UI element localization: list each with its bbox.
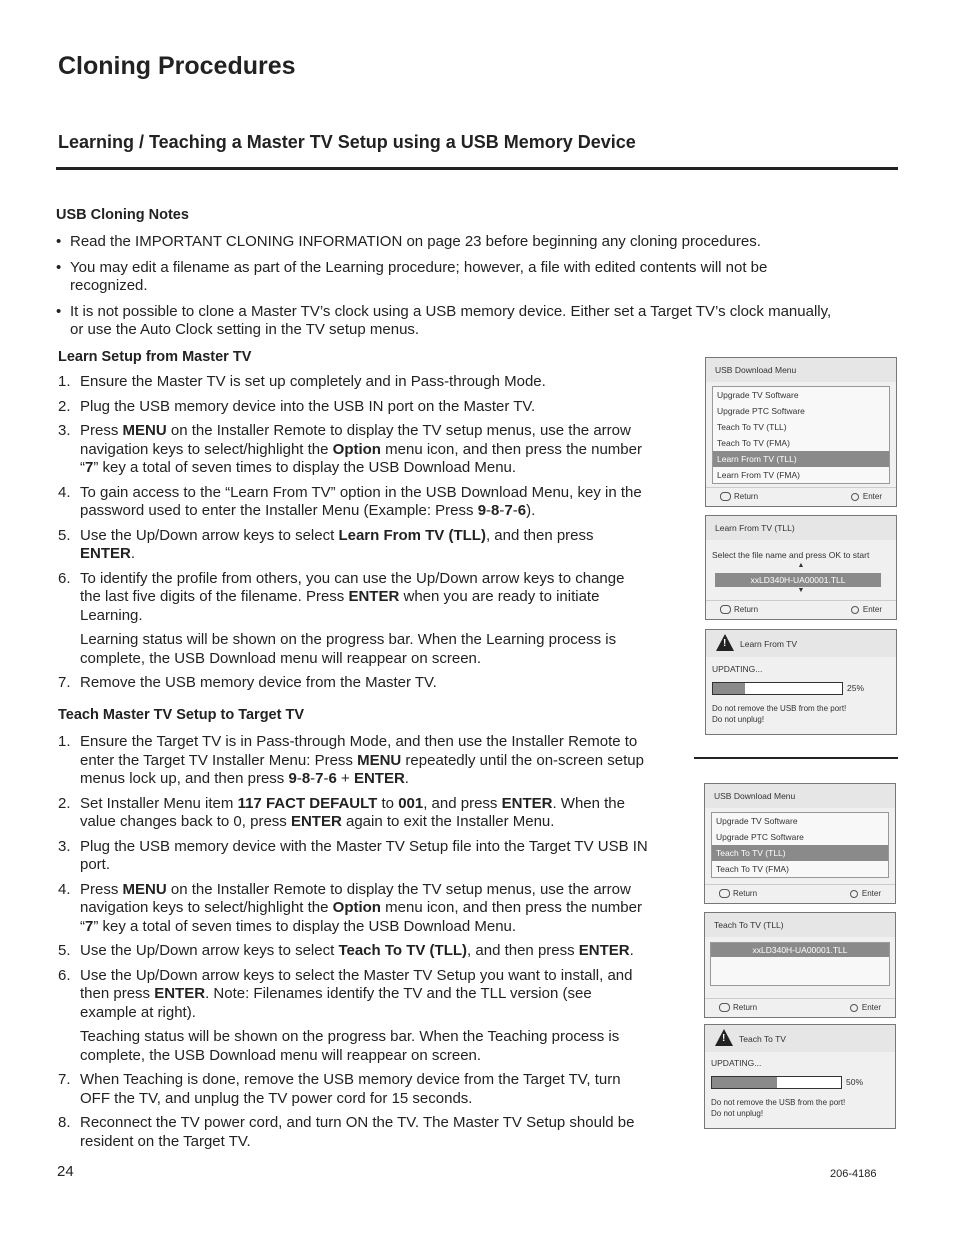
warning-text-2: Do not unplug!: [711, 1109, 764, 1118]
teach-step-1: [58, 733, 648, 789]
warning-icon: [716, 634, 734, 651]
menu-list: [712, 386, 890, 484]
teach-step-5: [58, 942, 648, 961]
learn-step-6: [58, 570, 648, 669]
ok-icon: [850, 1004, 858, 1012]
step-text: Reconnect the TV power cord, and turn ON the TV. The Master TV Setup should be resident on the Target TV.: [80, 1114, 635, 1150]
up-arrow-icon: ▲: [797, 562, 805, 569]
screen-title: USB Download Menu: [705, 784, 895, 808]
teach-step-8: [58, 1114, 648, 1151]
step-text: Ensure the Target TV is in Pass-through Mode, and then use the Installer Remote to enter the Target TV Installer Menu: Press MENU repeatedly until the on-screen setup menus lock up, and then press 9-8-7-6 + ENTER.: [80, 733, 644, 787]
progress-fill: [712, 1077, 777, 1088]
step-number: 3.: [58, 422, 71, 439]
list-item: • Read the IMPORTANT CLONING INFORMATION on page 23 before beginning any cloning procedures.: [56, 233, 836, 251]
menu-item[interactable]: Teach To TV (TLL): [717, 422, 787, 432]
teach-progress-screen: [704, 1024, 896, 1129]
enter-hint: Enter: [850, 1003, 881, 1012]
screen-title: USB Download Menu: [706, 358, 896, 382]
return-hint: Return: [720, 605, 758, 614]
teach-heading: Teach Master TV Setup to Target TV: [58, 707, 305, 723]
progress-percent: 25%: [847, 683, 865, 693]
notes-list: [56, 233, 836, 347]
teach-step-6: [58, 967, 648, 1066]
return-icon: [719, 1003, 730, 1012]
step-number: 4.: [58, 880, 71, 898]
file-list: [710, 942, 890, 986]
menu-item[interactable]: Upgrade PTC Software: [717, 406, 805, 416]
screen-title: Learn From TV (TLL): [706, 516, 896, 540]
ok-icon: [851, 493, 859, 501]
step-number: 7.: [58, 674, 71, 691]
filename-field: xxLD340H-UA00001.TLL: [711, 943, 889, 957]
learn-heading: Learn Setup from Master TV: [58, 349, 252, 365]
step-number: 3.: [58, 837, 71, 855]
screens-divider: [694, 757, 898, 759]
step-text: Ensure the Master TV is set up completely and in Pass-through Mode.: [80, 373, 546, 390]
step-note: Learning status will be shown on the progress bar. When the Learning process is complete, the USB Download menu will reappear on screen.: [80, 631, 617, 667]
filename-field: xxLD340H-UA00001.TLL: [715, 573, 881, 587]
screen-navbar: [706, 487, 896, 506]
teach-step-3: [58, 838, 648, 875]
screen-title: Learn From TV: [740, 639, 798, 649]
step-note: Teaching status will be shown on the progress bar. When the Teaching process is complete, the USB Download menu will reappear on screen.: [80, 1028, 620, 1064]
menu-item[interactable]: Upgrade TV Software: [717, 390, 799, 400]
learn-progress-screen: [705, 629, 897, 735]
list-item: • You may edit a filename as part of the Learning procedure; however, a file with edited contents will not be recognized.: [56, 259, 836, 295]
status-text: UPDATING...: [712, 664, 763, 674]
step-text: Use the Up/Down arrow keys to select the Master TV Setup you want to install, and then press ENTER. Note: Filenames identify the TV and the TLL version (see example at right).: [80, 966, 633, 1021]
learn-from-tv-screen: [705, 515, 897, 620]
step-text: Plug the USB memory device into the USB IN port on the Master TV.: [80, 397, 536, 415]
screen-title: Teach To TV: [739, 1034, 786, 1044]
screen-navbar: [706, 600, 896, 619]
teach-step-7: [58, 1071, 648, 1108]
step-text: Set Installer Menu item 117 FACT DEFAULT to 001, and press ENTER. When the value changes back to 0, press ENTER again to exit the Installer Menu.: [80, 794, 625, 830]
menu-list: [711, 812, 889, 878]
menu-item[interactable]: Teach To TV (TLL): [712, 845, 888, 861]
progress-bar: [711, 1076, 842, 1089]
warning-icon: [715, 1029, 733, 1046]
page-number: 24: [57, 1163, 74, 1180]
enter-hint: Enter: [851, 492, 882, 501]
warning-text-1: Do not remove the USB from the port!: [711, 1098, 846, 1107]
menu-item[interactable]: Teach To TV (FMA): [717, 438, 790, 448]
step-text: Use the Up/Down arrow keys to select Learn From TV (TLL), and then press ENTER.: [80, 526, 594, 562]
step-number: 1.: [58, 733, 71, 750]
learn-step-3: [58, 422, 648, 478]
teach-step-4: [58, 881, 648, 937]
step-text: Use the Up/Down arrow keys to select Teach To TV (TLL), and then press ENTER.: [80, 942, 634, 959]
menu-item[interactable]: Teach To TV (FMA): [716, 864, 789, 874]
step-number: 5.: [58, 526, 71, 544]
step-number: 6.: [58, 569, 71, 587]
menu-item[interactable]: Learn From TV (TLL): [713, 451, 889, 467]
screen-prompt: Select the file name and press OK to start: [712, 550, 870, 560]
return-icon: [720, 605, 731, 614]
step-text: To gain access to the “Learn From TV” option in the USB Download Menu, key in the password used to enter the Installer Menu (Example: Press 9-8-7-6).: [80, 483, 642, 519]
menu-item[interactable]: Upgrade TV Software: [716, 816, 798, 826]
page-title: Cloning Procedures: [58, 52, 296, 80]
screen-navbar: [705, 998, 895, 1017]
warning-text-1: Do not remove the USB from the port!: [712, 704, 847, 713]
enter-hint: Enter: [850, 889, 881, 898]
menu-item[interactable]: Learn From TV (FMA): [717, 470, 800, 480]
teach-steps-list: [58, 733, 648, 1157]
progress-bar: [712, 682, 843, 695]
teach-step-2: [58, 795, 648, 832]
learn-step-1: [58, 373, 648, 392]
menu-item[interactable]: Upgrade PTC Software: [716, 832, 804, 842]
progress-percent: 50%: [846, 1077, 864, 1087]
step-text: Press MENU on the Installer Remote to display the TV setup menus, use the arrow navigation keys to select/highlight the Option menu icon, and then press the number “7” key a total of seven times to display the USB Download Menu.: [80, 422, 642, 476]
step-number: 5.: [58, 942, 71, 959]
warning-text-2: Do not unplug!: [712, 715, 765, 724]
notes-heading: USB Cloning Notes: [56, 207, 189, 223]
section-divider: [56, 167, 898, 170]
step-text: Press MENU on the Installer Remote to display the TV setup menus, use the arrow navigation keys to select/highlight the Option menu icon, and then press the number “7” key a total of seven times to display the USB Download Menu.: [80, 880, 642, 935]
step-number: 2.: [58, 794, 71, 812]
learn-step-2: [58, 398, 648, 417]
screen-navbar: [705, 884, 895, 903]
step-number: 4.: [58, 483, 71, 501]
enter-hint: Enter: [851, 605, 882, 614]
teach-to-tv-screen: [704, 912, 896, 1018]
return-icon: [720, 492, 731, 501]
step-text: When Teaching is done, remove the USB memory device from the Target TV, turn OFF the TV, and unplug the TV power cord for 15 seconds.: [80, 1071, 621, 1107]
status-text: UPDATING...: [711, 1058, 762, 1068]
usb-download-menu-screen-1: [705, 357, 897, 507]
learn-step-4: [58, 484, 648, 521]
step-number: 7.: [58, 1071, 71, 1088]
step-text: To identify the profile from others, you can use the Up/Down arrow keys to change the last five digits of the filename. Press ENTER when you are ready to initiate Learning.: [80, 569, 625, 624]
step-number: 1.: [58, 373, 71, 390]
learn-step-7: [58, 674, 648, 693]
ok-icon: [850, 890, 858, 898]
learn-steps-list: [58, 373, 648, 699]
usb-download-menu-screen-2: [704, 783, 896, 904]
step-number: 2.: [58, 397, 71, 415]
ok-icon: [851, 606, 859, 614]
return-icon: [719, 889, 730, 898]
return-hint: Return: [719, 1003, 757, 1012]
progress-fill: [713, 683, 745, 694]
learn-step-5: [58, 527, 648, 564]
return-hint: Return: [719, 889, 757, 898]
down-arrow-icon: ▼: [797, 587, 805, 594]
return-hint: Return: [720, 492, 758, 501]
step-text: Plug the USB memory device with the Master TV Setup file into the Target TV USB IN port.: [80, 837, 648, 873]
step-number: 8.: [58, 1114, 71, 1131]
list-item: • It is not possible to clone a Master TV’s clock using a USB memory device. Either set a Target TV’s clock manually, or use the Auto Clock setting in the TV setup menus.: [56, 303, 836, 339]
step-number: 6.: [58, 966, 71, 984]
section-title: Learning / Teaching a Master TV Setup using a USB Memory Device: [58, 132, 636, 152]
step-text: Remove the USB memory device from the Master TV.: [80, 674, 437, 691]
document-number: 206-4186: [830, 1168, 877, 1180]
screen-title: Teach To TV (TLL): [705, 913, 895, 937]
